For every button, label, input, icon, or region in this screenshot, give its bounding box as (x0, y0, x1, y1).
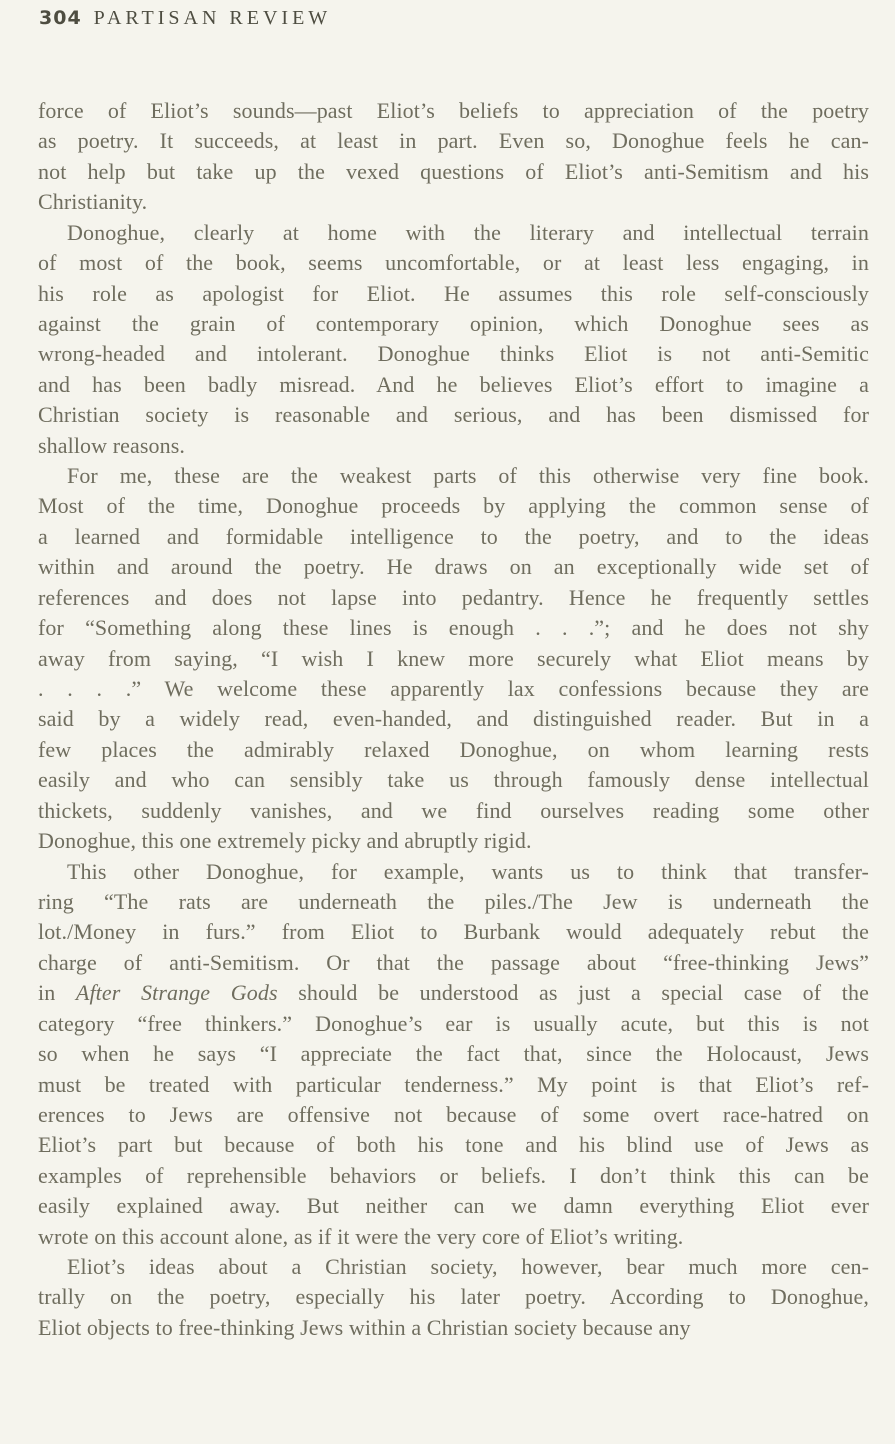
text-segment: Donoghue, this one extremely picky and abruptly rigid. (38, 828, 532, 854)
text-segment: For me, these are the weakest parts of this otherwise very fine book. (67, 463, 869, 489)
text-segment: for “Something along these lines is enough . . .”; and he does not shy (38, 615, 869, 641)
text-line (38, 339, 869, 369)
text-segment: Christian society is reasonable and serious, and has been dismissed for (38, 402, 869, 428)
text-line (38, 126, 869, 156)
text-segment: and has been badly misread. And he believes Eliot’s effort to imagine a (38, 371, 869, 397)
text-segment: as poetry. It succeeds, at least in part. Even so, Donoghue feels he can- (38, 128, 869, 154)
journal-title: PARTISAN REVIEW (93, 7, 332, 29)
text-line (38, 157, 869, 187)
text-line (38, 400, 869, 430)
text-segment: easily explained away. But neither can we damn everything Eliot ever (38, 1193, 869, 1219)
text-segment: references and does not lapse into pedantry. Hence he frequently settles (38, 584, 869, 610)
text-segment: against the grain of contemporary opinion, which Donoghue sees as (38, 310, 869, 336)
text-segment: should be understood as just a special case of the (277, 980, 869, 1006)
text-line (38, 1313, 869, 1343)
paragraph (38, 96, 869, 218)
italic-book-title: After Strange Gods (75, 980, 278, 1006)
text-line (38, 461, 869, 491)
text-segment: shallow reasons. (38, 432, 186, 458)
text-segment: must be treated with particular tenderness.” My point is that Eliot’s ref- (38, 1071, 869, 1097)
text-line (38, 1252, 869, 1282)
text-line (38, 765, 869, 795)
text-line (38, 1009, 869, 1039)
text-segment: Christianity. (38, 189, 148, 215)
text-line (38, 735, 869, 765)
body-text (38, 96, 869, 1343)
text-segment: Eliot objects to free-thinking Jews within a Christian society because any (38, 1314, 691, 1340)
text-segment: charge of anti-Semitism. Or that the passage about “free-thinking Jews” (38, 949, 869, 975)
text-line (38, 370, 869, 400)
text-line (38, 522, 869, 552)
text-segment: category “free thinkers.” Donoghue’s ear is usually acute, but this is not (38, 1010, 869, 1036)
text-segment: his role as apologist for Eliot. He assumes this role self-consciously (38, 280, 869, 306)
text-segment: . . . .” We welcome these apparently lax confessions because they are (38, 676, 869, 702)
text-segment: Most of the time, Donoghue proceeds by applying the common sense of (38, 493, 869, 519)
text-segment: within and around the poetry. He draws on an exceptionally wide set of (38, 554, 869, 580)
text-line (38, 491, 869, 521)
text-segment: not help but take up the vexed questions of Eliot’s anti-Semitism and his (38, 158, 869, 184)
page-header (39, 7, 331, 30)
text-line (38, 826, 869, 856)
text-segment: Eliot’s part but because of both his tone and his blind use of Jews as (38, 1132, 869, 1158)
paragraph (38, 218, 869, 461)
text-line (38, 948, 869, 978)
text-segment: force of Eliot’s sounds—past Eliot’s beliefs to appreciation of the poetry (38, 98, 869, 123)
text-segment: ring “The rats are underneath the piles./The Jew is underneath the (38, 888, 869, 914)
text-segment: trally on the poetry, especially his later poetry. According to Donoghue, (38, 1284, 869, 1310)
text-line (38, 917, 869, 947)
text-line (38, 218, 869, 248)
text-line (38, 1070, 869, 1100)
text-segment: This other Donoghue, for example, wants us to think that transfer- (67, 858, 869, 884)
text-line (38, 857, 869, 887)
text-line (38, 248, 869, 278)
text-line (38, 431, 869, 461)
text-line (38, 96, 869, 126)
text-line (38, 1282, 869, 1312)
text-line (38, 1100, 869, 1130)
text-line (38, 552, 869, 582)
text-line (38, 1161, 869, 1191)
text-segment: in (38, 980, 76, 1006)
text-line (38, 309, 869, 339)
text-segment: examples of reprehensible behaviors or beliefs. I don’t think this can be (38, 1162, 869, 1188)
text-line (38, 1222, 869, 1252)
text-segment: erences to Jews are offensive not because of some overt race-hatred on (38, 1101, 869, 1127)
text-line (38, 1039, 869, 1069)
text-line (38, 978, 869, 1008)
text-line (38, 583, 869, 613)
paragraph (38, 461, 869, 856)
text-line (38, 1130, 869, 1160)
text-segment: a learned and formidable intelligence to the poetry, and to the ideas (38, 523, 869, 549)
text-line (38, 796, 869, 826)
text-segment: few places the admirably relaxed Donoghue, on whom learning rests (38, 736, 869, 762)
text-segment: wrong-headed and intolerant. Donoghue thinks Eliot is not anti-Semitic (38, 341, 869, 367)
text-segment: Donoghue, clearly at home with the literary and intellectual terrain (67, 219, 869, 245)
paragraph (38, 857, 869, 1252)
text-segment: wrote on this account alone, as if it were the very core of Eliot’s writing. (38, 1223, 684, 1249)
text-segment: so when he says “I appreciate the fact that, since the Holocaust, Jews (38, 1041, 869, 1067)
text-line (38, 279, 869, 309)
page-number: 304 (39, 7, 82, 29)
text-segment: easily and who can sensibly take us through famously dense intellectual (38, 767, 869, 793)
text-line (38, 187, 869, 217)
text-line (38, 887, 869, 917)
text-segment: lot./Money in furs.” from Eliot to Burbank would adequately rebut the (38, 919, 869, 945)
text-line (38, 1191, 869, 1221)
text-segment: of most of the book, seems uncomfortable, or at least less engaging, in (38, 250, 869, 276)
text-line (38, 704, 869, 734)
text-segment: away from saying, “I wish I knew more securely what Eliot means by (38, 645, 869, 671)
text-line (38, 613, 869, 643)
paragraph (38, 1252, 869, 1343)
text-line (38, 644, 869, 674)
text-segment: Eliot’s ideas about a Christian society, however, bear much more cen- (67, 1254, 869, 1280)
text-segment: said by a widely read, even-handed, and distinguished reader. But in a (38, 706, 869, 732)
text-segment: thickets, suddenly vanishes, and we find ourselves reading some other (38, 797, 869, 823)
text-line (38, 674, 869, 704)
